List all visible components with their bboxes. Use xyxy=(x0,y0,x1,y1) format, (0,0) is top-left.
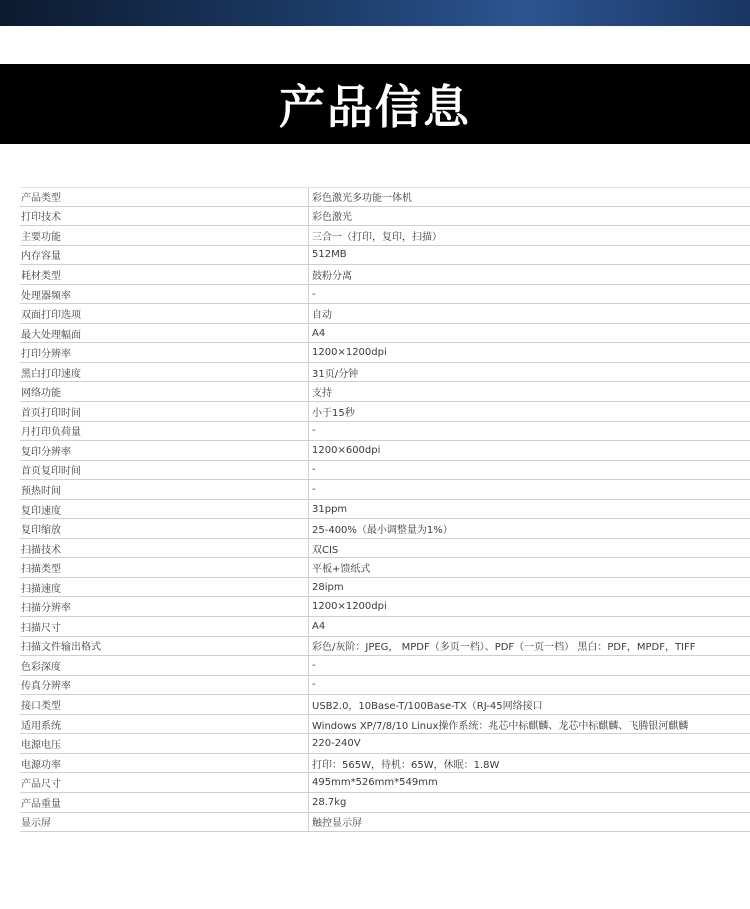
spec-value: Windows XP/7/8/10 Linux操作系统：兆芯中标麒麟、龙芯中标麒麟、飞腾银河麒麟 xyxy=(312,720,689,732)
spec-key: 扫描文件输出格式 xyxy=(21,642,101,654)
spec-key: 色彩深度 xyxy=(21,661,61,673)
spec-row xyxy=(20,793,750,813)
spec-row xyxy=(20,343,750,363)
spec-row xyxy=(20,402,750,422)
spec-key: 耗材类型 xyxy=(21,270,61,282)
spec-row xyxy=(20,617,750,637)
spec-value: 1200×1200dpi xyxy=(312,601,387,613)
spec-value: 31ppm xyxy=(312,503,348,515)
spec-key: 产品类型 xyxy=(21,193,61,205)
spec-value: - xyxy=(312,679,316,691)
spec-key: 打印技术 xyxy=(21,212,61,224)
spec-row xyxy=(20,382,750,402)
spec-key: 处理器频率 xyxy=(21,290,71,302)
spec-value: USB2.0，10Base-T/100Base-TX（RJ-45网络接口 xyxy=(312,700,543,712)
spec-key: 产品重量 xyxy=(21,798,61,810)
spec-value: 打印：565W，待机：65W，休眠：1.8W xyxy=(312,759,500,771)
spec-row xyxy=(20,285,750,305)
spec-value: 512MB xyxy=(312,249,347,261)
spec-row xyxy=(20,773,750,793)
spec-row xyxy=(20,519,750,539)
spec-key: 首页打印时间 xyxy=(21,407,81,419)
spec-value: 触控显示屏 xyxy=(312,818,362,830)
spec-key: 复印分辨率 xyxy=(21,446,71,458)
spec-key: 复印速度 xyxy=(21,505,61,517)
spec-value: 彩色激光 xyxy=(312,212,352,224)
spec-row xyxy=(20,695,750,715)
spec-value: - xyxy=(312,288,316,300)
spec-key: 内存容量 xyxy=(21,251,61,263)
spec-key: 扫描分辨率 xyxy=(21,603,71,615)
spec-key: 电源电压 xyxy=(21,740,61,752)
spec-row xyxy=(20,754,750,774)
spec-row xyxy=(20,813,750,833)
spec-row xyxy=(20,539,750,559)
spec-row xyxy=(20,363,750,383)
spec-key: 复印缩放 xyxy=(21,525,61,537)
spec-key: 主要功能 xyxy=(21,231,61,243)
spec-row xyxy=(20,441,750,461)
spec-row xyxy=(20,637,750,657)
spec-row xyxy=(20,304,750,324)
top-banner-band xyxy=(0,0,750,26)
spec-value: 220-240V xyxy=(312,738,361,750)
spec-key: 扫描尺寸 xyxy=(21,622,61,634)
spec-key: 扫描类型 xyxy=(21,564,61,576)
spec-value: 495mm*526mm*549mm xyxy=(312,777,438,789)
spec-table xyxy=(20,187,750,832)
spec-key: 网络功能 xyxy=(21,388,61,400)
spec-row xyxy=(20,207,750,227)
spec-row xyxy=(20,656,750,676)
spec-value: 自动 xyxy=(312,310,332,322)
spec-value: - xyxy=(312,659,316,671)
spec-key: 月打印负荷量 xyxy=(21,427,81,439)
spec-key: 首页复印时间 xyxy=(21,466,81,478)
spec-value: 1200×600dpi xyxy=(312,444,381,456)
spec-value: 28.7kg xyxy=(312,796,347,808)
spec-value: 小于15秒 xyxy=(312,407,355,419)
spec-value: 25-400%（最小调整量为1%） xyxy=(312,525,453,537)
spec-key: 传真分辨率 xyxy=(21,681,71,693)
spec-row xyxy=(20,597,750,617)
spec-row xyxy=(20,715,750,735)
spec-key: 扫描技术 xyxy=(21,544,61,556)
spec-value: - xyxy=(312,483,316,495)
spec-row xyxy=(20,226,750,246)
spec-row xyxy=(20,265,750,285)
spec-row xyxy=(20,422,750,442)
spec-value: 平板+馈纸式 xyxy=(312,564,371,576)
spec-row xyxy=(20,578,750,598)
spec-key: 显示屏 xyxy=(21,818,51,830)
spec-value: A4 xyxy=(312,620,326,632)
spec-value: - xyxy=(312,425,316,437)
spec-key: 适用系统 xyxy=(21,720,61,732)
spec-row xyxy=(20,500,750,520)
spec-row xyxy=(20,246,750,266)
spec-key: 扫描速度 xyxy=(21,583,61,595)
spec-key: 接口类型 xyxy=(21,700,61,712)
spec-value: 28ipm xyxy=(312,581,344,593)
spec-value: 支持 xyxy=(312,388,332,400)
spec-value: 彩色/灰阶：JPEG， MPDF（多页一档）、PDF（一页一档） 黑白：PDF，MPDF，TIFF xyxy=(312,642,696,654)
spec-value: 三合一（打印，复印，扫描） xyxy=(312,231,442,243)
spec-value: 彩色激光多功能一体机 xyxy=(312,193,412,205)
spec-value: 1200×1200dpi xyxy=(312,347,387,359)
spec-key: 打印分辨率 xyxy=(21,349,71,361)
spec-value: 双CIS xyxy=(312,544,339,556)
spec-value: A4 xyxy=(312,327,326,339)
spec-row xyxy=(20,461,750,481)
spec-key: 最大处理幅面 xyxy=(21,329,81,341)
spec-value: - xyxy=(312,464,316,476)
spec-key: 产品尺寸 xyxy=(21,779,61,791)
spec-row xyxy=(20,734,750,754)
spec-key: 电源功率 xyxy=(21,759,61,771)
page-title: 产品信息 xyxy=(279,80,471,134)
spec-row xyxy=(20,324,750,344)
spec-key: 双面打印选项 xyxy=(21,310,81,322)
spec-row xyxy=(20,187,750,207)
spec-value: 鼓粉分离 xyxy=(312,270,352,282)
spec-key: 黑白打印速度 xyxy=(21,368,81,380)
section-title-bar xyxy=(0,64,750,144)
spec-value: 31页/分钟 xyxy=(312,368,359,380)
spec-row xyxy=(20,676,750,696)
spec-key: 预热时间 xyxy=(21,485,61,497)
spec-row xyxy=(20,558,750,578)
spec-row xyxy=(20,480,750,500)
